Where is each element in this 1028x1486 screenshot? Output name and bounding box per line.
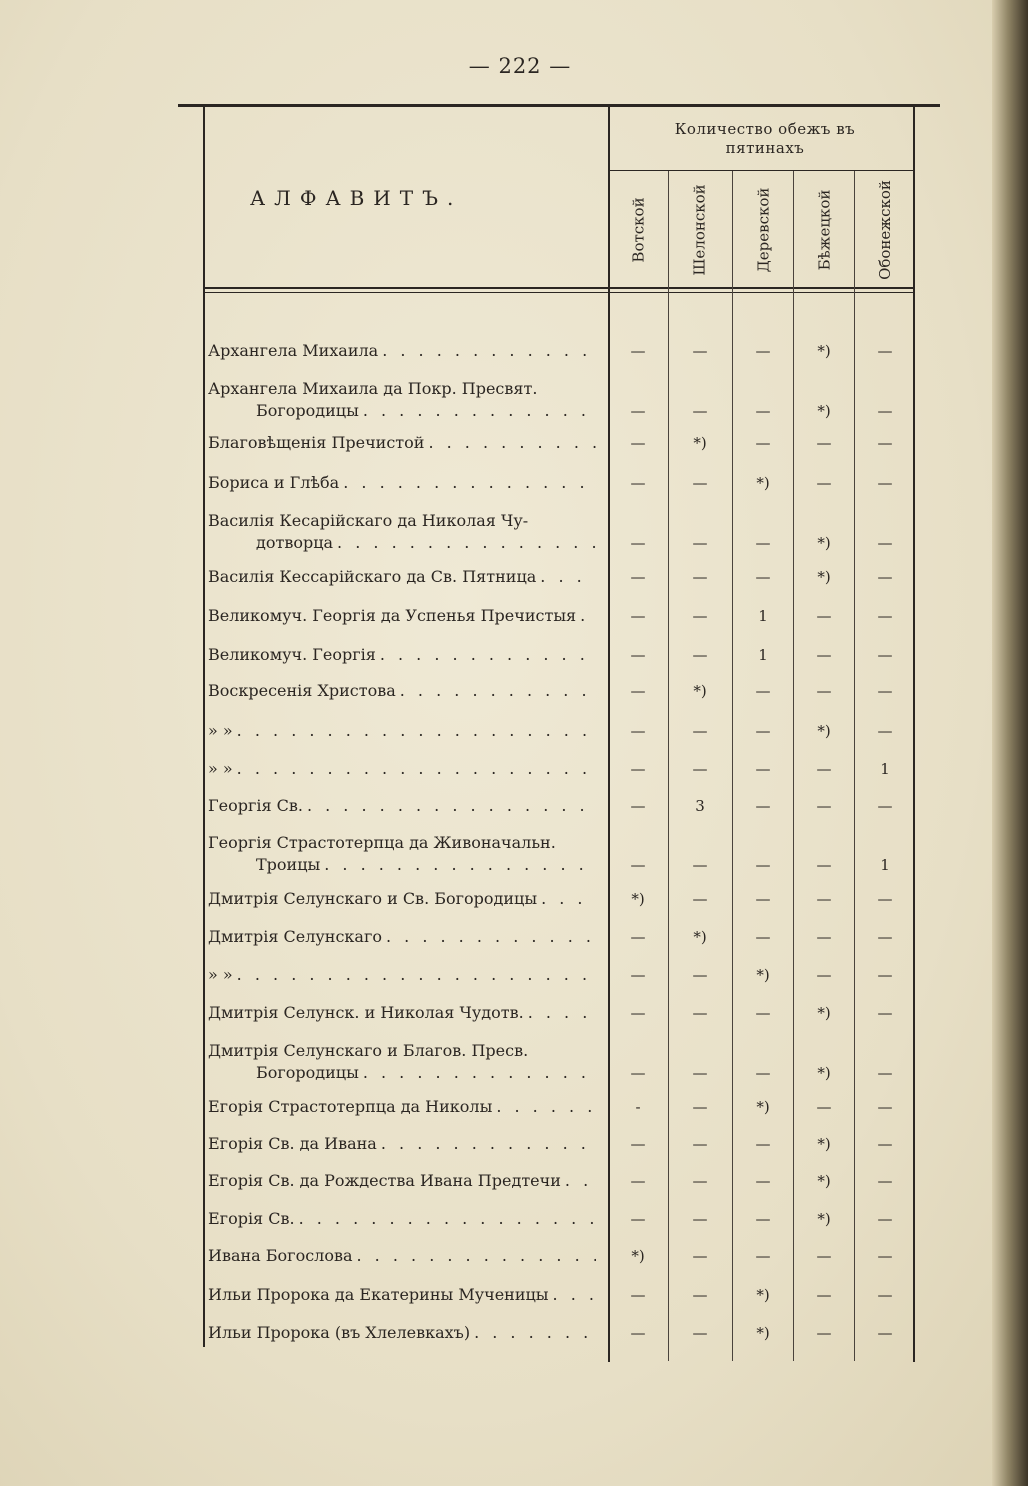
column-header-bezhetskoy: Бѣжецкой (815, 189, 834, 271)
church-name: Дмитрія Селунскаго и Благов. Пресв. Богородицы . . . (208, 1040, 596, 1084)
obezh-value: *) (756, 1098, 770, 1116)
obezh-value: *) (817, 1210, 831, 1228)
obezh-value: *) (817, 568, 831, 586)
obezh-value: — (755, 342, 771, 360)
obezh-value: *) (756, 474, 770, 492)
church-name: Георгія Св. . . . (208, 795, 596, 817)
obezh-value: — (755, 722, 771, 740)
column-header-derevskoy: Деревской (754, 187, 772, 273)
church-name: Великомуч. Георгія . . . (208, 644, 596, 666)
obezh-value: — (692, 1004, 708, 1022)
column-header-votskoy: Вотской (630, 197, 648, 263)
church-name: Дмитрія Селунскаго . . . (208, 926, 596, 948)
church-name: Василія Кесарійскаго да Николая Чу- дотворца . . . (208, 510, 596, 554)
obezh-value: *) (817, 722, 831, 740)
page-binding-edge (992, 0, 1028, 1486)
obezh-value: *) (817, 1172, 831, 1190)
obezh-value: — (630, 928, 646, 946)
obezh-value: — (755, 928, 771, 946)
obezh-value: — (692, 1135, 708, 1153)
header-bottom-rule-2 (205, 292, 913, 293)
obezh-value: — (877, 534, 893, 552)
obezh-value: — (692, 760, 708, 778)
church-name: Егорія Св. . . . (208, 1208, 596, 1230)
church-name: Архангела Михаила да Покр. Пресвят. Богородицы . . . (208, 378, 596, 422)
obezh-value: — (692, 1210, 708, 1228)
obezh-value: *) (817, 342, 831, 360)
page-number: — 222 — (468, 54, 572, 78)
obezh-value: *) (693, 682, 707, 700)
obezh-value: 1 (758, 646, 768, 664)
obezh-value: — (755, 797, 771, 815)
church-name: Ильи Пророка да Екатерины Мученицы . . . (208, 1284, 596, 1306)
obezh-value: — (877, 722, 893, 740)
church-name: Бориса и Глѣба . . . (208, 472, 596, 494)
church-name: Архангела Михаила . . . (208, 340, 596, 362)
church-name-continuation: Богородицы (256, 401, 359, 420)
obezh-value: — (630, 568, 646, 586)
obezh-value: *) (693, 434, 707, 452)
obezh-value: — (692, 1247, 708, 1265)
obezh-value: — (877, 890, 893, 908)
obezh-value: — (877, 402, 893, 420)
obezh-value: 1 (758, 607, 768, 625)
obezh-value: — (816, 890, 832, 908)
obezh-value: — (816, 760, 832, 778)
obezh-value: — (692, 1324, 708, 1342)
church-name: Егорія Св. да Ивана . . . (208, 1133, 596, 1155)
obezh-value: — (630, 856, 646, 874)
obezh-value: — (877, 1324, 893, 1342)
obezh-value: — (877, 1064, 893, 1082)
obezh-value: — (816, 1098, 832, 1116)
obezh-value: — (877, 607, 893, 625)
obezh-value: — (630, 722, 646, 740)
obezh-value: — (692, 646, 708, 664)
obezh-value: — (877, 1210, 893, 1228)
church-name: Великомуч. Георгія да Успенья Пречистыя . . . (208, 605, 596, 627)
church-name: Благовѣщенія Пречистой . . . (208, 432, 596, 454)
obezh-value: — (692, 1098, 708, 1116)
obezh-value: — (877, 474, 893, 492)
obezh-value: — (692, 568, 708, 586)
table-left-border (203, 107, 205, 1347)
obezh-value: — (692, 474, 708, 492)
obezh-value: — (755, 1064, 771, 1082)
obezh-value: — (692, 890, 708, 908)
obezh-value: — (630, 760, 646, 778)
obezh-value: *) (631, 1247, 645, 1265)
obezh-value: *) (817, 1135, 831, 1153)
obezh-value: — (630, 797, 646, 815)
obezh-value: — (755, 1210, 771, 1228)
church-name: » » . . . (208, 758, 596, 780)
obezh-value: — (877, 1135, 893, 1153)
obezh-value: — (816, 1286, 832, 1304)
obezh-value: — (692, 856, 708, 874)
obezh-value: — (877, 1172, 893, 1190)
church-name: Дмитрія Селунскаго и Св. Богородицы . . . (208, 888, 596, 910)
obezh-value: — (755, 434, 771, 452)
obezh-value: — (877, 797, 893, 815)
obezh-value: — (755, 760, 771, 778)
obezh-value: — (630, 1324, 646, 1342)
obezh-value: — (755, 1247, 771, 1265)
obezh-value: *) (817, 534, 831, 552)
obezh-value: — (755, 1172, 771, 1190)
obezh-value: — (816, 1324, 832, 1342)
obezh-value: — (630, 402, 646, 420)
obezh-count-heading: Количество обежъ въ пятинахъ (674, 120, 856, 157)
obezh-value: — (692, 534, 708, 552)
obezh-value: — (630, 607, 646, 625)
obezh-value: — (692, 1286, 708, 1304)
obezh-value: *) (756, 1324, 770, 1342)
obezh-value: *) (817, 402, 831, 420)
obezh-value: — (816, 607, 832, 625)
obezh-value: — (630, 1172, 646, 1190)
obezh-value: — (630, 1286, 646, 1304)
obezh-value: — (816, 434, 832, 452)
obezh-value: — (692, 1064, 708, 1082)
obezh-value: — (630, 474, 646, 492)
obezh-value: *) (817, 1004, 831, 1022)
church-name: » » . . . (208, 964, 596, 986)
obezh-value: — (877, 682, 893, 700)
church-name: Ильи Пророка (въ Хлелевкахъ) . . . (208, 1322, 596, 1344)
obezh-value: — (816, 966, 832, 984)
obezh-value: — (755, 890, 771, 908)
church-name: Дмитрія Селунск. и Николая Чудотв. . . . (208, 1002, 596, 1024)
obezh-value: — (755, 1135, 771, 1153)
obezh-value: 1 (880, 856, 890, 874)
obezh-value: — (877, 1098, 893, 1116)
obezh-value: *) (756, 1286, 770, 1304)
obezh-value: *) (756, 966, 770, 984)
obezh-value: — (877, 342, 893, 360)
church-name: Василія Кессарійскаго да Св. Пятница . . . (208, 566, 596, 588)
obezh-value: — (816, 474, 832, 492)
church-name-continuation: Богородицы (256, 1063, 359, 1082)
obezh-value: — (630, 342, 646, 360)
obezh-value: — (877, 646, 893, 664)
obezh-value: — (630, 682, 646, 700)
obezh-value: — (755, 682, 771, 700)
obezh-value: 1 (880, 760, 890, 778)
obezh-value: - (635, 1098, 641, 1116)
obezh-value: — (877, 568, 893, 586)
obezh-value: — (755, 402, 771, 420)
obezh-value: — (755, 568, 771, 586)
obezh-value: — (630, 1004, 646, 1022)
obezh-value: — (630, 966, 646, 984)
obezh-value: — (816, 646, 832, 664)
church-name-continuation: Троицы (256, 855, 321, 874)
church-name: Егорія Страстотерпца да Николы . . . (208, 1096, 596, 1118)
church-name: Георгія Страстотерпца да Живоначальн. Троицы . . . (208, 832, 596, 876)
column-header-shelonskoy: Шелонской (691, 184, 710, 276)
obezh-value: — (877, 1004, 893, 1022)
obezh-value: — (877, 1286, 893, 1304)
obezh-value: *) (693, 928, 707, 946)
col-divider-1 (668, 171, 669, 1361)
obezh-value: — (816, 928, 832, 946)
alphabet-heading: АЛФАВИТЪ. (250, 186, 463, 210)
church-name: Ивана Богослова . . . (208, 1245, 596, 1267)
obezh-value: — (877, 434, 893, 452)
obezh-value: — (692, 1172, 708, 1190)
obezh-value: — (692, 966, 708, 984)
obezh-value: *) (817, 1064, 831, 1082)
obezh-value: — (692, 607, 708, 625)
obezh-value: — (630, 1210, 646, 1228)
obezh-value: — (755, 534, 771, 552)
church-name: » » . . . (208, 720, 596, 742)
obezh-value: — (755, 856, 771, 874)
obezh-value: — (816, 856, 832, 874)
obezh-value: — (692, 402, 708, 420)
obezh-value: — (816, 1247, 832, 1265)
church-name-continuation: дотворца (256, 533, 334, 552)
obezh-value: — (692, 342, 708, 360)
obezh-value: — (816, 682, 832, 700)
obezh-value: — (630, 1064, 646, 1082)
obezh-value: — (877, 966, 893, 984)
obezh-value: — (630, 646, 646, 664)
obezh-value: — (816, 797, 832, 815)
obezh-value: — (877, 1247, 893, 1265)
table-top-rule (178, 104, 940, 107)
church-name: Егорія Св. да Рождества Ивана Предтечи . . . (208, 1170, 596, 1192)
column-header-obonezhskoy: Обонежской (876, 180, 894, 280)
obezh-value: — (630, 534, 646, 552)
church-name: Воскресенія Христова . . . (208, 680, 596, 702)
obezh-value: — (877, 928, 893, 946)
obezh-value: *) (631, 890, 645, 908)
obezh-value: — (630, 1135, 646, 1153)
obezh-value: — (755, 1004, 771, 1022)
obezh-value: — (692, 722, 708, 740)
obezh-value: — (630, 434, 646, 452)
obezh-value: 3 (695, 797, 705, 815)
